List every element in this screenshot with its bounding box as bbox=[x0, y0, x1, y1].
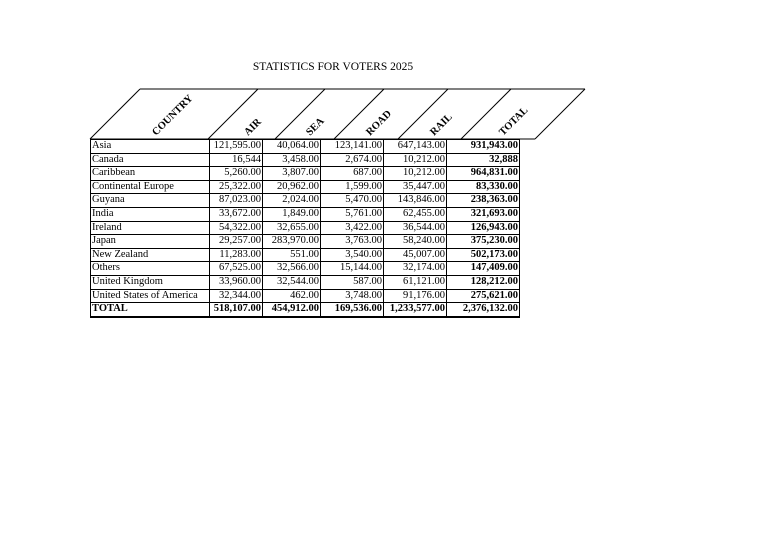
cell-rail: 36,544.00 bbox=[384, 221, 447, 235]
cell-total: 321,693.00 bbox=[447, 207, 520, 221]
cell-total: 126,943.00 bbox=[447, 221, 520, 235]
cell-country: United Kingdom bbox=[91, 275, 210, 289]
cell-country: United States of America bbox=[91, 289, 210, 303]
cell-total: 275,621.00 bbox=[447, 289, 520, 303]
header-air: AIR bbox=[242, 116, 264, 139]
cell-country: Others bbox=[91, 262, 210, 276]
cell-sea: 2,024.00 bbox=[263, 194, 321, 208]
table-row bbox=[91, 275, 520, 289]
cell-sea: 3,458.00 bbox=[263, 153, 321, 167]
cell-air: 54,322.00 bbox=[210, 221, 263, 235]
cell-road: 687.00 bbox=[321, 167, 384, 181]
cell-country: New Zealand bbox=[91, 248, 210, 262]
cell-country: Caribbean bbox=[91, 167, 210, 181]
cell-country: Canada bbox=[91, 153, 210, 167]
cell-air: 5,260.00 bbox=[210, 167, 263, 181]
cell-sea: 32,544.00 bbox=[263, 275, 321, 289]
sheet-title: STATISTICS FOR VOTERS 2025 bbox=[252, 61, 414, 73]
cell-air: 29,257.00 bbox=[210, 235, 263, 249]
cell-rail: 10,212.00 bbox=[384, 153, 447, 167]
table-row bbox=[91, 167, 520, 181]
cell-air: 11,283.00 bbox=[210, 248, 263, 262]
cell-total: 128,212.00 bbox=[447, 275, 520, 289]
cell-road: 5,470.00 bbox=[321, 194, 384, 208]
cell-sea: 20,962.00 bbox=[263, 180, 321, 194]
cell-air: 121,595.00 bbox=[210, 140, 263, 154]
cell-country: Asia bbox=[91, 140, 210, 154]
cell-country: India bbox=[91, 207, 210, 221]
cell-sea: 3,807.00 bbox=[263, 167, 321, 181]
cell-country: Guyana bbox=[91, 194, 210, 208]
cell-sea: 32,566.00 bbox=[263, 262, 321, 276]
cell-road: 15,144.00 bbox=[321, 262, 384, 276]
table-row bbox=[91, 207, 520, 221]
total-air: 518,107.00 bbox=[210, 303, 263, 317]
cell-rail: 647,143.00 bbox=[384, 140, 447, 154]
header-total: TOTAL bbox=[497, 105, 531, 139]
cell-air: 33,672.00 bbox=[210, 207, 263, 221]
cell-rail: 45,007.00 bbox=[384, 248, 447, 262]
cell-air: 87,023.00 bbox=[210, 194, 263, 208]
cell-sea: 32,655.00 bbox=[263, 221, 321, 235]
cell-total: 32,888 bbox=[447, 153, 520, 167]
cell-total: 931,943.00 bbox=[447, 140, 520, 154]
total-total: 2,376,132.00 bbox=[447, 303, 520, 317]
cell-rail: 32,174.00 bbox=[384, 262, 447, 276]
table-row bbox=[91, 248, 520, 262]
cell-sea: 462.00 bbox=[263, 289, 321, 303]
table-row bbox=[91, 180, 520, 194]
cell-road: 3,540.00 bbox=[321, 248, 384, 262]
cell-total: 83,330.00 bbox=[447, 180, 520, 194]
cell-sea: 40,064.00 bbox=[263, 140, 321, 154]
cell-road: 3,422.00 bbox=[321, 221, 384, 235]
cell-rail: 10,212.00 bbox=[384, 167, 447, 181]
cell-total: 502,173.00 bbox=[447, 248, 520, 262]
cell-air: 67,525.00 bbox=[210, 262, 263, 276]
cell-country: Ireland bbox=[91, 221, 210, 235]
cell-rail: 143,846.00 bbox=[384, 194, 447, 208]
table-row bbox=[91, 235, 520, 249]
cell-road: 3,763.00 bbox=[321, 235, 384, 249]
total-rail: 1,233,577.00 bbox=[384, 303, 447, 317]
table-row bbox=[91, 221, 520, 235]
cell-sea: 551.00 bbox=[263, 248, 321, 262]
cell-rail: 61,121.00 bbox=[384, 275, 447, 289]
cell-rail: 58,240.00 bbox=[384, 235, 447, 249]
cell-air: 16,544 bbox=[210, 153, 263, 167]
cell-rail: 62,455.00 bbox=[384, 207, 447, 221]
table-row bbox=[91, 194, 520, 208]
total-label: TOTAL bbox=[91, 303, 210, 317]
total-sea: 454,912.00 bbox=[263, 303, 321, 317]
total-row bbox=[91, 303, 520, 317]
cell-total: 375,230.00 bbox=[447, 235, 520, 249]
cell-total: 964,831.00 bbox=[447, 167, 520, 181]
voters-table bbox=[90, 139, 520, 318]
cell-air: 25,322.00 bbox=[210, 180, 263, 194]
table-row bbox=[91, 140, 520, 154]
cell-air: 32,344.00 bbox=[210, 289, 263, 303]
cell-road: 123,141.00 bbox=[321, 140, 384, 154]
cell-rail: 91,176.00 bbox=[384, 289, 447, 303]
cell-road: 587.00 bbox=[321, 275, 384, 289]
cell-road: 3,748.00 bbox=[321, 289, 384, 303]
cell-country: Japan bbox=[91, 235, 210, 249]
cell-road: 5,761.00 bbox=[321, 207, 384, 221]
header-rail: RAIL bbox=[428, 111, 455, 139]
total-road: 169,536.00 bbox=[321, 303, 384, 317]
cell-total: 147,409.00 bbox=[447, 262, 520, 276]
cell-road: 1,599.00 bbox=[321, 180, 384, 194]
table-row bbox=[91, 153, 520, 167]
table-row bbox=[91, 262, 520, 276]
cell-road: 2,674.00 bbox=[321, 153, 384, 167]
cell-sea: 1,849.00 bbox=[263, 207, 321, 221]
cell-air: 33,960.00 bbox=[210, 275, 263, 289]
cell-sea: 283,970.00 bbox=[263, 235, 321, 249]
header-road: ROAD bbox=[364, 108, 394, 139]
cell-total: 238,363.00 bbox=[447, 194, 520, 208]
cell-country: Continental Europe bbox=[91, 180, 210, 194]
header-sea: SEA bbox=[304, 115, 327, 139]
cell-rail: 35,447.00 bbox=[384, 180, 447, 194]
header-country: COUNTRY bbox=[150, 93, 196, 139]
table-row bbox=[91, 289, 520, 303]
